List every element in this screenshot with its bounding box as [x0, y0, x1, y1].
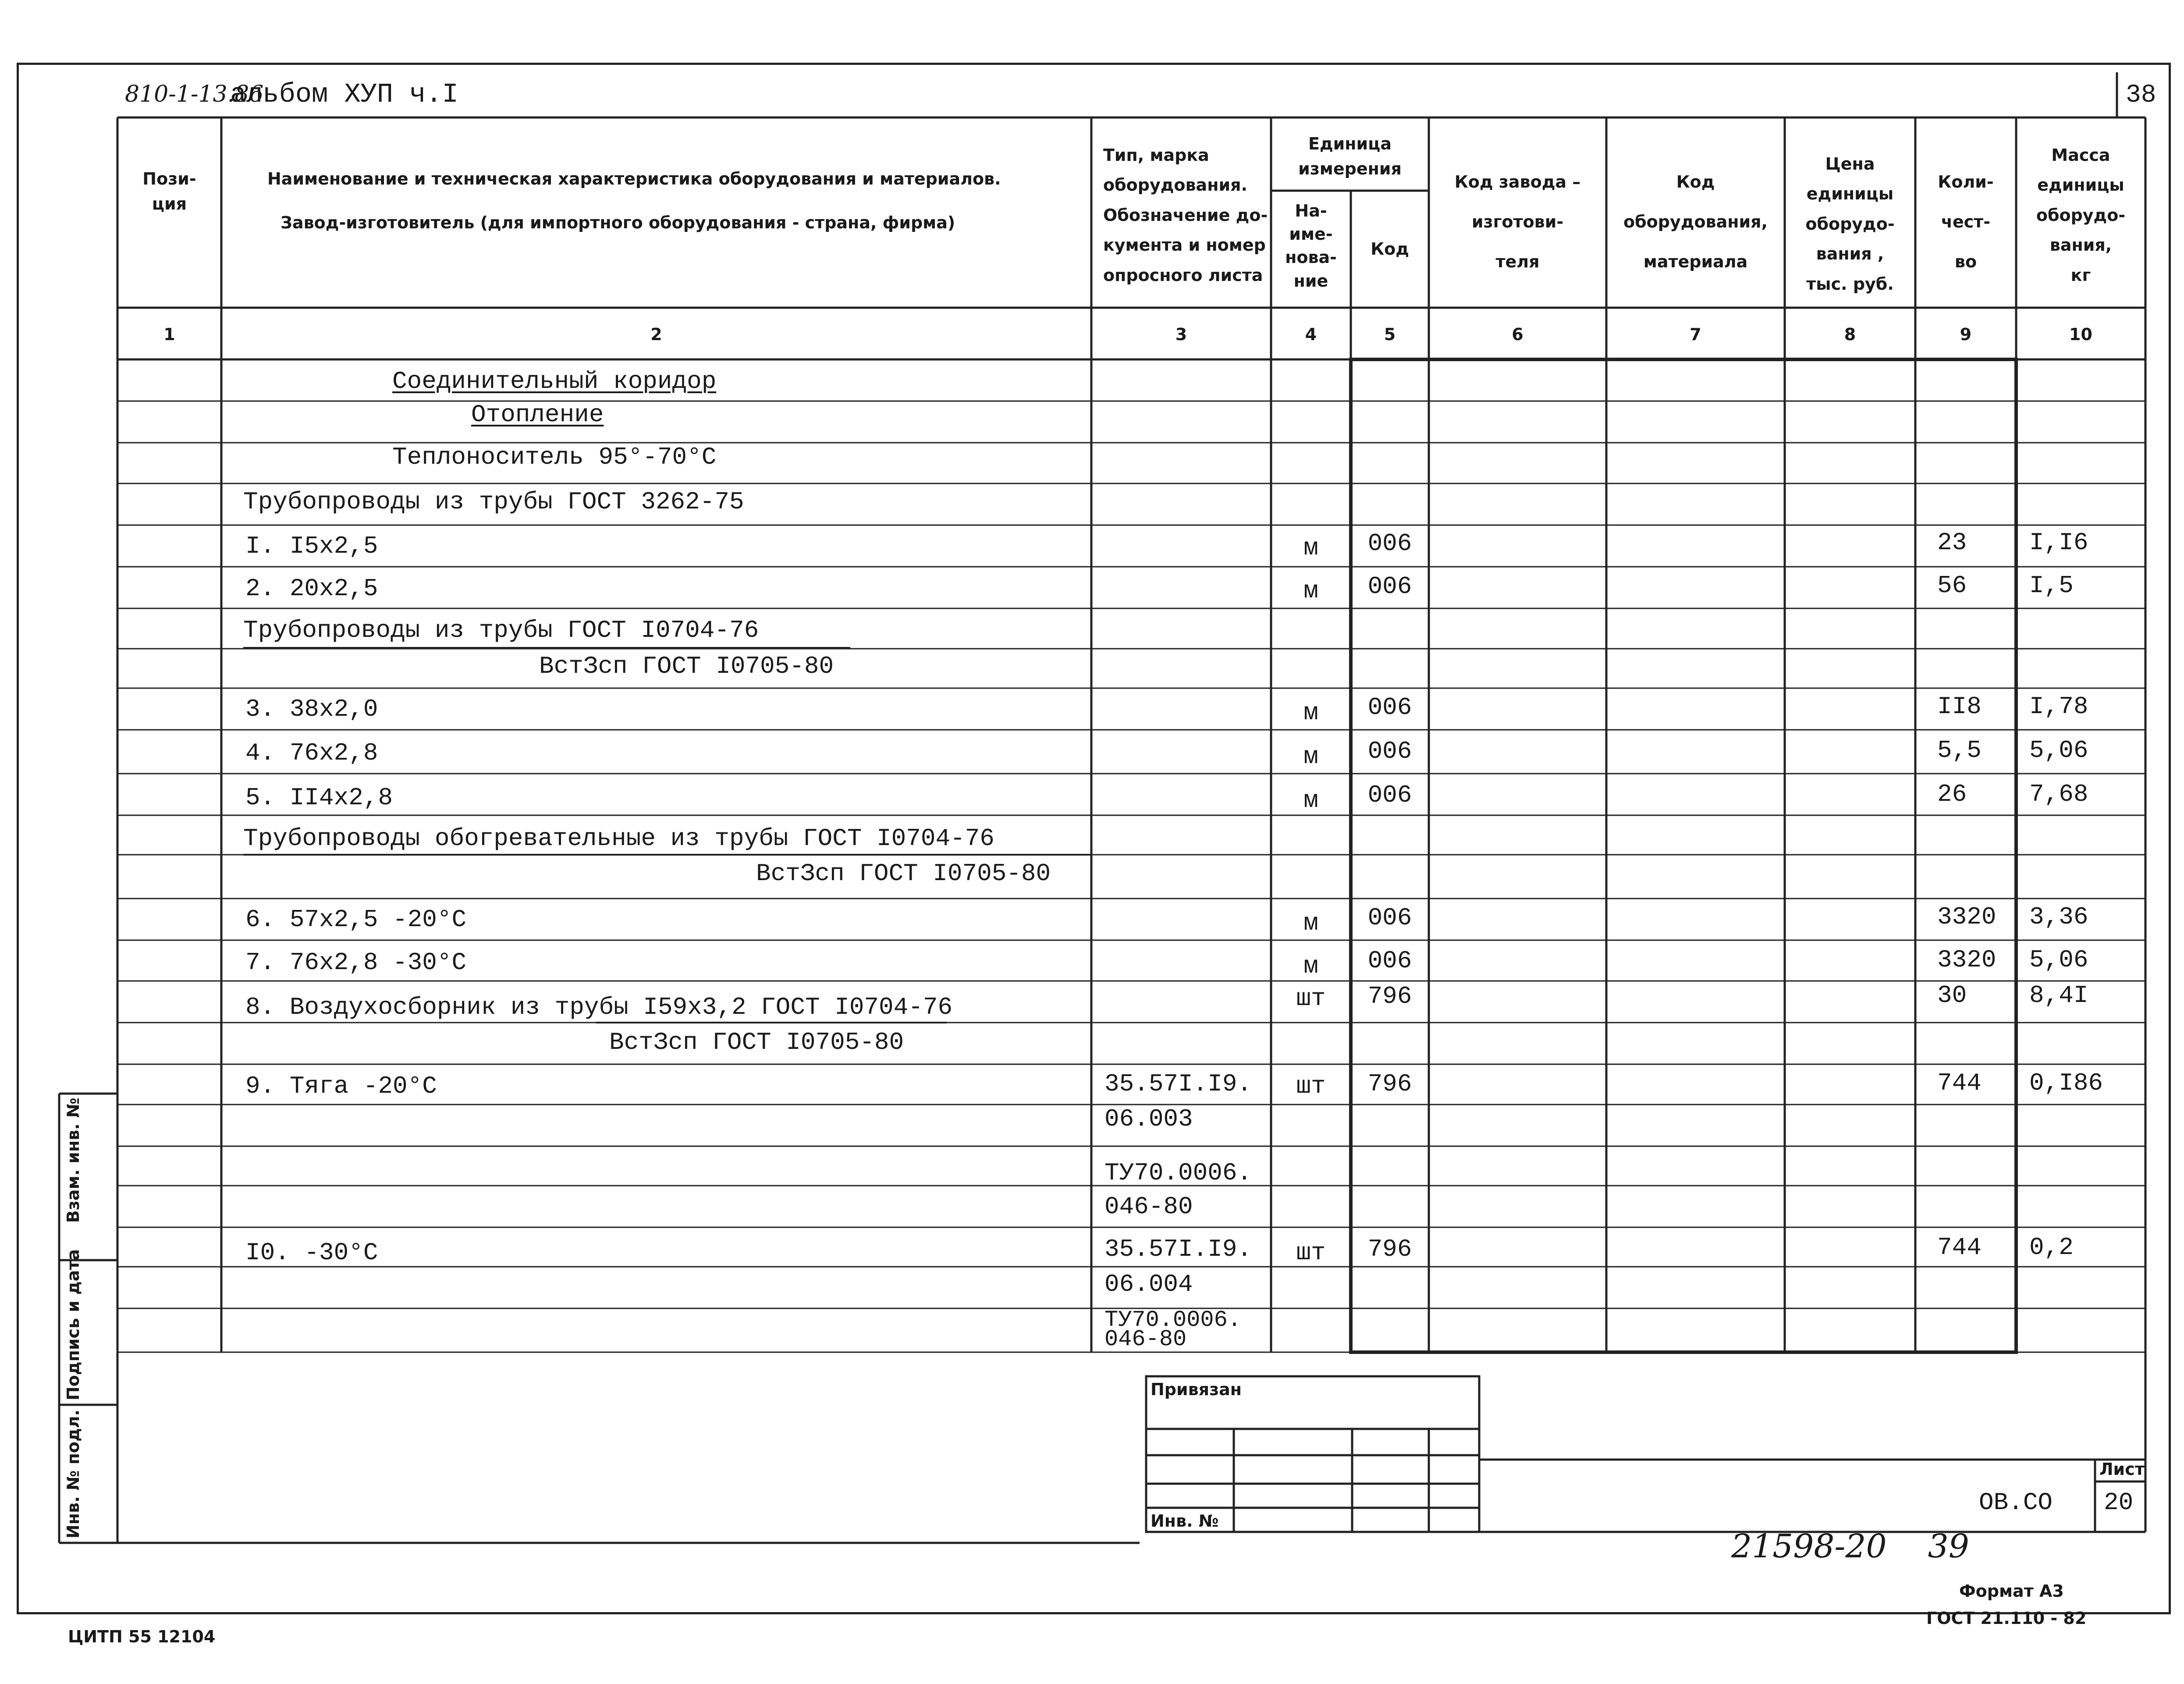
side-label-inv-substitute: Взам. инв. №: [64, 1098, 83, 1223]
table-row-code: 006: [1367, 947, 1412, 975]
col-header-name-line1: Наименование и техническая характеристика оборудования и материалов.: [267, 169, 1001, 188]
col-header-mass: Масса единицы оборудо- вания, кг: [2036, 146, 2126, 285]
col-number: 9: [1960, 325, 1972, 344]
table-row-name: 8. Воздухосборник из трубы I59x3,2 ГОСТ I0704-76: [245, 993, 953, 1021]
table-row-type: 06.003: [1104, 1105, 1193, 1133]
side-label-signature-date: Подпись и дата: [64, 1249, 83, 1400]
table-row-type: ТУ70.0006. 046-80: [1104, 1307, 1242, 1353]
table-row-name: Отопление: [471, 401, 604, 429]
stamp-inv-label: Инв. №: [1151, 1511, 1219, 1531]
table-row-mass: 5,06: [2029, 946, 2088, 974]
page-number: 38: [2126, 81, 2156, 110]
table-row-type: 35.57I.I9.: [1104, 1070, 1252, 1098]
stamp-sheet-number: 20: [2104, 1489, 2134, 1517]
table-row-name: ВстЗсп ГОСТ I0705-80: [756, 860, 1051, 888]
table-row-qty: 30: [1937, 981, 1967, 1009]
table-row-qty: 23: [1937, 529, 1967, 557]
stamp-sheet-label: Лист: [2099, 1460, 2145, 1479]
table-row-name: 5. II4x2,8: [245, 784, 393, 812]
table-row-qty: II8: [1937, 693, 1982, 721]
table-row-name: ВстЗсп ГОСТ I0705-80: [609, 1028, 904, 1056]
table-row-unit: м: [1303, 786, 1318, 814]
col-number: 6: [1512, 325, 1523, 344]
col-header-unit-code: Код: [1371, 239, 1409, 259]
handwritten-number: 21598-20 39: [1731, 1528, 1969, 1565]
table-row-unit: м: [1303, 577, 1318, 605]
printer-label: ЦИТП 55 12104: [68, 1627, 216, 1646]
table-row-mass: I,78: [2029, 693, 2088, 721]
table-row-code: 006: [1367, 572, 1412, 600]
table-row-code: 796: [1367, 1235, 1412, 1263]
table-row-name: 6. 57x2,5 -20°С: [245, 906, 467, 934]
table-row-mass: 3,36: [2029, 903, 2088, 931]
table-row-mass: 7,68: [2029, 780, 2088, 808]
col-header-type: Тип, марка оборудования. Обозначение до- кумента и номер опросного листа: [1103, 146, 1268, 285]
table-row-name: 9. Тяга -20°С: [245, 1072, 437, 1100]
table-row-qty: 26: [1937, 780, 1967, 808]
table-row-type: ТУ70.0006.: [1104, 1159, 1252, 1187]
table-row-unit: м: [1303, 909, 1318, 937]
col-number: 4: [1305, 325, 1317, 344]
table-row-name: Трубопроводы из трубы ГОСТ 3262-75: [243, 488, 744, 516]
table-row-qty: 3320: [1937, 903, 1996, 931]
table-row-name: Теплоноситель 95°-70°С: [392, 443, 717, 471]
table-row-qty: 5,5: [1937, 736, 1982, 764]
stamp-designation: ОВ.СО: [1979, 1489, 2053, 1517]
table-row-mass: I,5: [2029, 572, 2074, 600]
table-row-code: 006: [1367, 529, 1412, 558]
table-row-type: 06.004: [1104, 1270, 1193, 1298]
table-row-unit: шт: [1296, 1072, 1326, 1100]
table-row-name: 2. 20x2,5: [245, 575, 378, 603]
col-number: 1: [163, 325, 175, 344]
col-number: 5: [1384, 325, 1396, 344]
format-label: Формат А3: [1959, 1581, 2064, 1601]
col-number: 2: [650, 325, 662, 344]
table-row-name: I0. -30°С: [245, 1239, 378, 1267]
table-row-code: 006: [1367, 781, 1412, 809]
table-row-unit: м: [1303, 534, 1318, 562]
table-row-qty: 744: [1937, 1069, 1982, 1097]
table-row-name: 3. 38x2,0: [245, 695, 378, 723]
col-header-factory-code: Код завода – изготови- теля: [1454, 172, 1581, 272]
table-row-unit: м: [1303, 699, 1318, 727]
col-number: 3: [1175, 325, 1187, 344]
table-row-mass: 0,2: [2029, 1233, 2074, 1261]
table-row-name: 4. 76x2,8: [245, 739, 378, 767]
table-row-name: Соединительный коридор: [392, 367, 717, 395]
col-header-price: Цена единицы оборудо- вания , тыс. руб.: [1805, 154, 1895, 294]
table-row-code: 796: [1367, 982, 1412, 1010]
col-number: 7: [1690, 325, 1701, 344]
col-header-unit: Единица измерения: [1298, 134, 1402, 178]
col-number: 10: [2069, 325, 2092, 344]
col-header-name-line2: Завод-изготовитель (для импортного оборудования - страна, фирма): [281, 213, 955, 232]
table-row-type: 35.57I.I9.: [1104, 1235, 1252, 1263]
table-row-type: 046-80: [1104, 1193, 1193, 1221]
album-title: альбом ХУП ч.I: [230, 79, 458, 110]
standard-label: ГОСТ 21.110 - 82: [1926, 1609, 2087, 1628]
table-row-name: Трубопроводы обогревательные из трубы ГОСТ I0704-76: [243, 824, 994, 853]
table-row-name: ВстЗсп ГОСТ I0705-80: [539, 652, 834, 680]
table-row-code: 006: [1367, 693, 1412, 721]
table-row-unit: шт: [1296, 984, 1326, 1013]
table-row-qty: 56: [1937, 572, 1967, 600]
side-label-inv-original: Инв. № подл.: [64, 1409, 83, 1538]
table-row-name: Трубопроводы из трубы ГОСТ I0704-76: [243, 616, 759, 644]
table-row-qty: 744: [1937, 1233, 1982, 1261]
table-row-code: 006: [1367, 904, 1412, 932]
table-row-code: 006: [1367, 737, 1412, 765]
table-row-name: 7. 76x2,8 -30°С: [245, 949, 467, 977]
table-row-name: I. I5x2,5: [245, 532, 378, 560]
table-row-mass: 0,I86: [2029, 1069, 2103, 1097]
col-header-position: Пози- ция: [142, 169, 196, 213]
table-row-unit: м: [1303, 743, 1318, 771]
album-ref: 810-1-13.86: [125, 81, 264, 107]
col-header-quantity: Коли- чест- во: [1938, 172, 1994, 272]
table-row-unit: м: [1303, 952, 1318, 980]
table-row-mass: I,I6: [2029, 529, 2088, 557]
table-row-mass: 5,06: [2029, 736, 2088, 764]
table-row-qty: 3320: [1937, 946, 1996, 974]
table-row-unit: шт: [1296, 1239, 1326, 1267]
stamp-attached-label: Привязан: [1151, 1380, 1242, 1399]
col-number: 8: [1844, 325, 1856, 344]
col-header-unit-name: На- име- нова- ние: [1285, 201, 1337, 291]
table-row-code: 796: [1367, 1070, 1412, 1098]
col-header-equipment-code: Код оборудования, материала: [1623, 172, 1768, 272]
table-row-mass: 8,4I: [2029, 981, 2088, 1009]
